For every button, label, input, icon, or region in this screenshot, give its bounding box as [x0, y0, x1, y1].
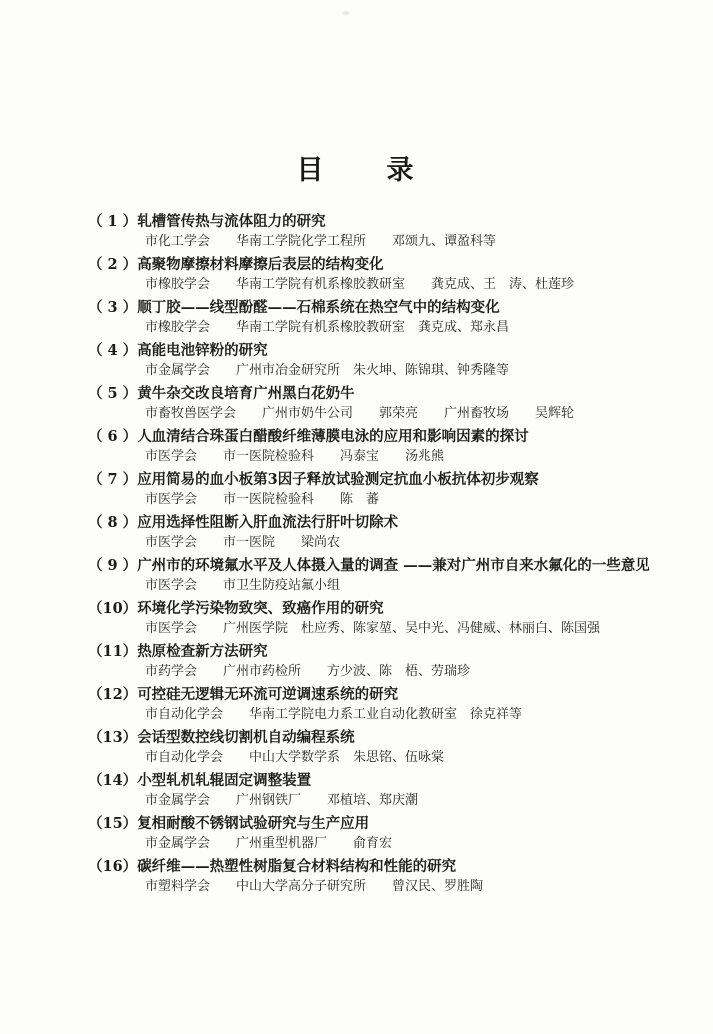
entry-info: 市金属学会 广州钢铁厂 邓植培、郑庆潮: [145, 793, 419, 808]
entry-info: 市金属学会 广州重型机器厂 俞育宏: [145, 836, 393, 851]
entry-title-line: [88, 384, 699, 404]
toc-entry: [88, 771, 699, 810]
scan-smudge: [341, 10, 351, 16]
entry-title-line: [88, 857, 699, 877]
entry-title-line: [88, 427, 699, 447]
entry-title: 小型轧机轧辊固定调整装置: [137, 772, 312, 789]
toc-entry: [88, 642, 699, 681]
entry-number: （ 1 ）: [88, 213, 138, 230]
entry-number: （ 4 ）: [88, 342, 138, 359]
toc-entry: [88, 212, 699, 251]
entry-number: （ 9 ）: [88, 557, 138, 574]
entry-title: 人血清结合珠蛋白醋酸纤维薄膜电泳的应用和影响因素的探讨: [137, 428, 529, 445]
entry-info: 市自动化学会 中山大学数学系 朱思铭、伍咏棠: [145, 750, 445, 765]
toc-entry: [88, 513, 699, 552]
entry-title-line: [88, 556, 699, 576]
entry-title: 高聚物摩擦材料摩擦后表层的结构变化: [137, 256, 384, 273]
entry-title-line: [88, 212, 699, 232]
entry-number: （ 7 ）: [88, 471, 138, 488]
entry-info: 市医学会 市卫生防疫站氟小组: [145, 578, 341, 593]
toc-entry: [88, 599, 699, 638]
entry-title: 应用选择性阻断入肝血流法行肝叶切除术: [137, 514, 399, 531]
page-title: 目 录: [296, 155, 417, 186]
entry-number: （ 8 ）: [88, 514, 138, 531]
entry-number: （12）: [88, 686, 138, 703]
entry-info: 市自动化学会 华南工学院电力系工业自动化教研室 徐克祥等: [145, 707, 523, 722]
entry-title-line: [88, 685, 699, 705]
entry-title-line: [88, 599, 699, 619]
entry-title-line: [88, 341, 699, 361]
toc-entry: [88, 427, 699, 466]
toc-list: [88, 212, 699, 900]
entry-info: 市橡胶学会 华南工学院有机系橡胶教研室 龚克成、王 涛、杜莲珍: [145, 277, 575, 292]
entry-number: （13）: [88, 729, 138, 746]
entry-title-line: [88, 814, 699, 834]
entry-title: 可控硅无逻辑无环流可逆调速系统的研究: [137, 686, 399, 703]
toc-entry: [88, 814, 699, 853]
entry-title: 黄牛杂交改良培育广州黑白花奶牛: [137, 385, 355, 402]
entry-number: （10）: [88, 600, 138, 617]
entry-title-line: [88, 513, 699, 533]
entry-info: 市金属学会 广州市冶金研究所 朱火坤、陈锦琪、钟秀隆等: [145, 363, 510, 378]
toc-entry: [88, 384, 699, 423]
entry-title: 环境化学污染物致突、致癌作用的研究: [137, 600, 384, 617]
entry-number: （11）: [88, 643, 138, 660]
entry-title: 轧槽管传热与流体阻力的研究: [137, 213, 326, 230]
entry-number: （ 3 ）: [88, 299, 138, 316]
toc-entry: [88, 470, 699, 509]
entry-title: 广州市的环境氟水平及人体摄入量的调查 ——兼对广州市自来水氟化的一些意见: [137, 557, 650, 574]
entry-number: （ 2 ）: [88, 256, 138, 273]
entry-title: 顺丁胶——线型酚醛——石棉系统在热空气中的结构变化: [137, 299, 500, 316]
entry-title: 高能电池锌粉的研究: [137, 342, 268, 359]
entry-title: 碳纤维——热塑性树脂复合材料结构和性能的研究: [137, 858, 457, 875]
toc-entry: [88, 728, 699, 767]
toc-entry: [88, 298, 699, 337]
entry-info: 市药学会 广州市药检所 方少波、陈 梧、劳瑞珍: [145, 664, 471, 679]
entry-number: （14）: [88, 772, 138, 789]
entry-info: 市医学会 市一医院 梁尚农: [145, 535, 341, 550]
toc-entry: [88, 857, 699, 896]
toc-entry: [88, 255, 699, 294]
toc-entry: [88, 556, 699, 595]
entry-info: 市医学会 市一医院检验科 冯泰宝 汤兆熊: [145, 449, 445, 464]
entry-title: 复相耐酸不锈钢试验研究与生产应用: [137, 815, 370, 832]
entry-title: 应用简易的血小板第3因子释放试验测定抗血小板抗体初步观察: [137, 471, 539, 488]
entry-title-line: [88, 771, 699, 791]
entry-info: 市橡胶学会 华南工学院有机系橡胶教研室 龚克成、郑永昌: [145, 320, 510, 335]
entry-title: 会话型数控线切割机自动编程系统: [137, 729, 355, 746]
entry-title: 热原检查新方法研究: [137, 643, 268, 660]
entry-number: （15）: [88, 815, 138, 832]
entry-info: 市塑料学会 中山大学高分子研究所 曾汉民、罗胜陶: [145, 879, 484, 894]
toc-entry: [88, 685, 699, 724]
toc-entry: [88, 341, 699, 380]
entry-number: （16）: [88, 858, 138, 875]
entry-info: 市化工学会 华南工学院化学工程所 邓颂九、谭盈科等: [145, 234, 497, 249]
entry-title-line: [88, 728, 699, 748]
entry-title-line: [88, 298, 699, 318]
entry-info: 市畜牧兽医学会 广州市奶牛公司 郭荣亮 广州畜牧场 吴辉轮: [145, 406, 575, 421]
entry-number: （ 5 ）: [88, 385, 138, 402]
entry-number: （ 6 ）: [88, 428, 138, 445]
entry-title-line: [88, 255, 699, 275]
entry-info: 市医学会 市一医院检验科 陈 蕃: [145, 492, 380, 507]
entry-info: 市医学会 广州医学院 杜应秀、陈家堃、吴中光、冯健威、林丽白、陈国强: [145, 621, 601, 636]
entry-title-line: [88, 470, 699, 490]
entry-title-line: [88, 642, 699, 662]
